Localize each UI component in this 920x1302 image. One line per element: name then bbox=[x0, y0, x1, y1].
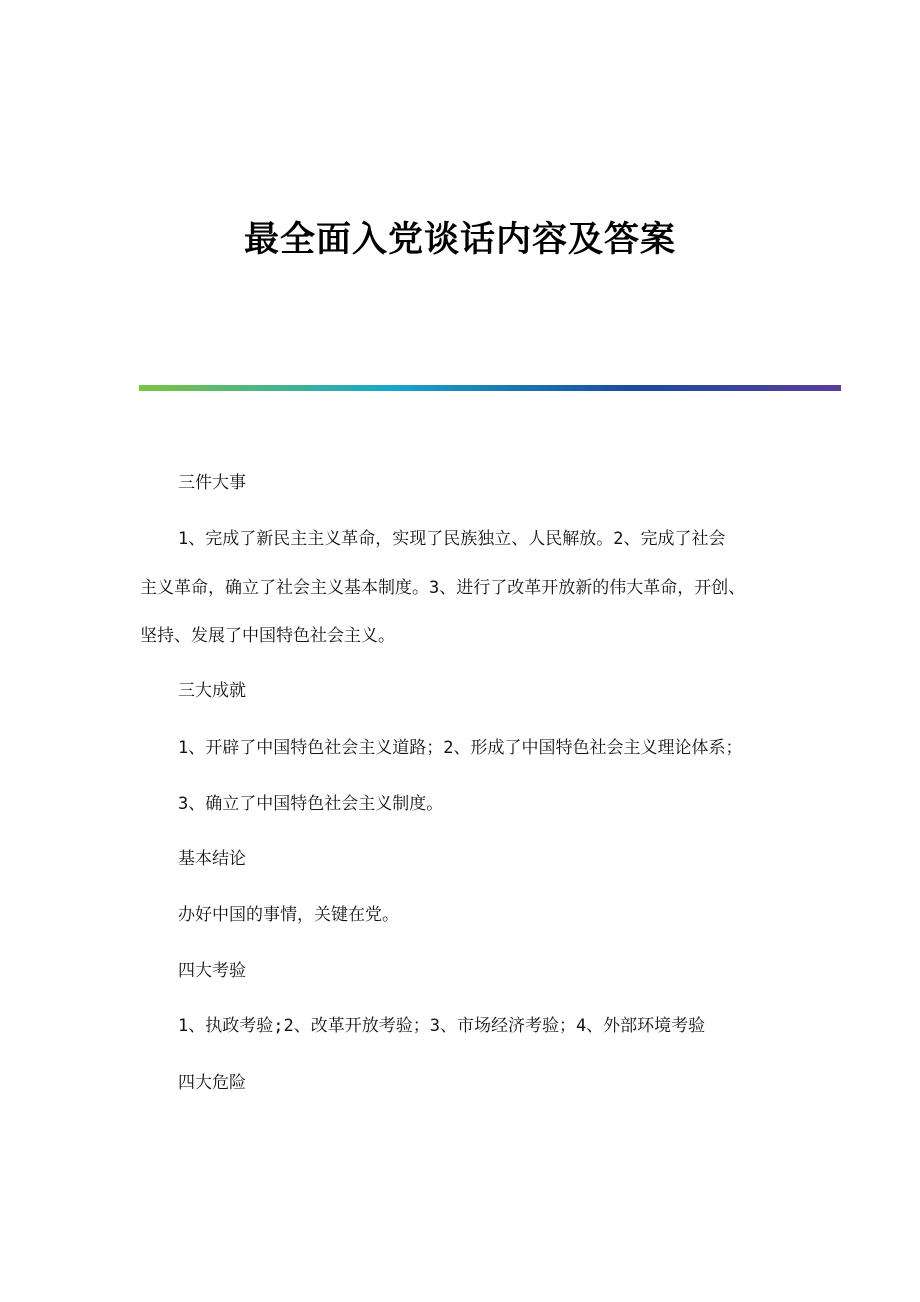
paragraph-three-achievements-line-2: 3、确立了中国特色社会主义制度。 bbox=[178, 794, 444, 814]
paragraph-three-major-events-line-1: 1、完成了新民主主义革命，实现了民族独立、人民解放。2、完成了社会 bbox=[178, 529, 726, 549]
section-heading-three-major-events: 三件大事 bbox=[178, 473, 246, 493]
paragraph-three-major-events-line-3: 坚持、发展了中国特色社会主义。 bbox=[140, 626, 395, 646]
paragraph-basic-conclusion: 办好中国的事情，关键在党。 bbox=[178, 905, 399, 925]
paragraph-four-tests: 1、执政考验;2、改革开放考验；3、市场经济考验；4、外部环境考验 bbox=[178, 1016, 706, 1036]
document-title: 最全面入党谈话内容及答案 bbox=[243, 219, 676, 260]
section-heading-four-tests: 四大考验 bbox=[178, 961, 246, 981]
paragraph-three-achievements-line-1: 1、开辟了中国特色社会主义道路；2、形成了中国特色社会主义理论体系； bbox=[178, 738, 743, 758]
section-heading-four-dangers: 四大危险 bbox=[178, 1073, 246, 1093]
section-heading-three-achievements: 三大成就 bbox=[178, 681, 246, 701]
title-divider bbox=[139, 385, 841, 391]
section-heading-basic-conclusion: 基本结论 bbox=[178, 849, 246, 869]
paragraph-three-major-events-line-2: 主义革命，确立了社会主义基本制度。3、进行了改革开放新的伟大革命，开创、 bbox=[140, 578, 746, 598]
